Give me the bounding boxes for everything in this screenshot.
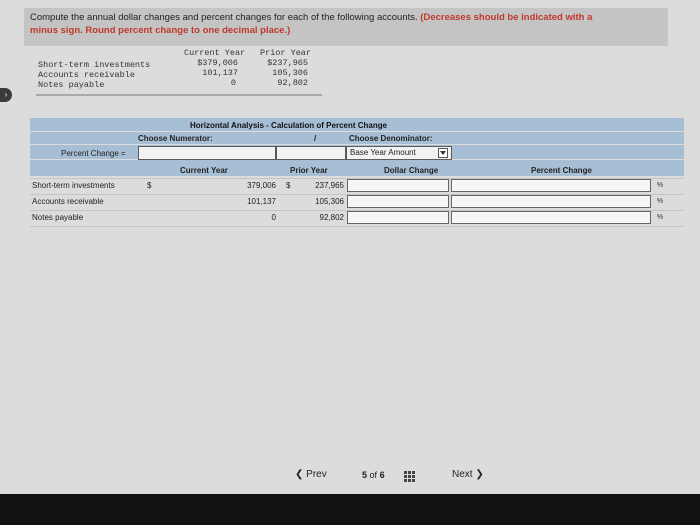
percent-change-label: Percent Change = <box>61 149 126 158</box>
given-label-ar: Accounts receivable <box>38 70 135 80</box>
given-current-np: 0 <box>230 78 236 88</box>
percent-change-input-np[interactable] <box>451 211 651 224</box>
row-prior-sti: 237,965 <box>315 181 344 190</box>
pct-sign-np: % <box>656 214 664 221</box>
given-label-np: Notes payable <box>38 80 105 90</box>
percent-change-input-ar[interactable] <box>451 195 651 208</box>
given-current-sti: $379,006 <box>197 58 238 68</box>
row-label-np: Notes payable <box>32 213 84 222</box>
row-label-sti: Short-term investments <box>32 181 115 190</box>
horizontal-analysis-table <box>30 118 684 228</box>
denominator-select-value: Base Year Amount <box>350 148 416 157</box>
row-current-sti: 379,006 <box>247 181 276 190</box>
table-title: Horizontal Analysis - Calculation of Percent Change <box>190 121 388 130</box>
chevron-right-icon: ❯ <box>475 469 484 480</box>
numerator-input-2[interactable] <box>276 146 346 160</box>
row-dollar-sign: $ <box>147 181 152 190</box>
given-prior-ar: 105,306 <box>272 68 308 78</box>
given-prior-sti: $237,965 <box>267 58 308 68</box>
instructions-highlight-2: minus sign. Round percent change to one decimal place.) <box>30 25 291 36</box>
instructions-highlight: (Decreases should be indicated with a <box>420 12 593 23</box>
bottom-bar <box>0 494 700 525</box>
choose-numerator-label: Choose Numerator: <box>138 134 213 143</box>
page-total: 6 <box>379 470 385 480</box>
dollar-change-input-np[interactable] <box>347 211 449 224</box>
given-header-prior: Prior Year <box>260 48 312 58</box>
given-prior-np: 92,802 <box>277 78 308 88</box>
pct-sign-ar: % <box>656 198 664 205</box>
row-prior-np: 92,802 <box>319 213 344 222</box>
given-current-ar: 101,137 <box>202 68 238 78</box>
col-header-prior: Prior Year <box>290 166 328 175</box>
next-button[interactable] <box>452 469 484 480</box>
row-label-ar: Accounts receivable <box>32 197 104 206</box>
prev-label: Prev <box>306 469 327 480</box>
page-of: of <box>369 470 378 480</box>
dollar-change-input-ar[interactable] <box>347 195 449 208</box>
instructions-banner <box>24 8 668 46</box>
denominator-select[interactable] <box>346 146 452 160</box>
given-divider <box>36 94 322 96</box>
pct-sign-sti: % <box>656 182 664 189</box>
row-prior-ar: 105,306 <box>315 197 344 206</box>
divide-slash: / <box>314 134 317 143</box>
page-indicator <box>362 470 385 480</box>
page-current: 5 <box>362 470 368 480</box>
dollar-change-input-sti[interactable] <box>347 179 449 192</box>
given-header-current: Current Year <box>184 48 246 58</box>
row-dollar-sign-prior: $ <box>286 181 291 190</box>
row-current-ar: 101,137 <box>247 197 276 206</box>
grid-icon[interactable] <box>404 471 415 482</box>
instructions-text: Compute the annual dollar changes and percent changes for each of the following accounts. <box>30 12 421 23</box>
side-toggle-icon[interactable]: › <box>0 88 12 102</box>
col-header-percent-change: Percent Change <box>531 166 592 175</box>
col-header-dollar-change: Dollar Change <box>384 166 439 175</box>
chevron-left-icon: ❮ <box>295 469 304 480</box>
given-label-sti: Short-term investments <box>38 60 151 70</box>
prev-button[interactable] <box>295 469 327 480</box>
percent-change-input-sti[interactable] <box>451 179 651 192</box>
numerator-input[interactable] <box>138 146 276 160</box>
dropdown-arrow-icon[interactable] <box>438 148 448 158</box>
row-current-np: 0 <box>271 213 276 222</box>
next-label: Next <box>452 469 473 480</box>
col-header-current: Current Year <box>180 166 228 175</box>
choose-denominator-label: Choose Denominator: <box>349 134 433 143</box>
